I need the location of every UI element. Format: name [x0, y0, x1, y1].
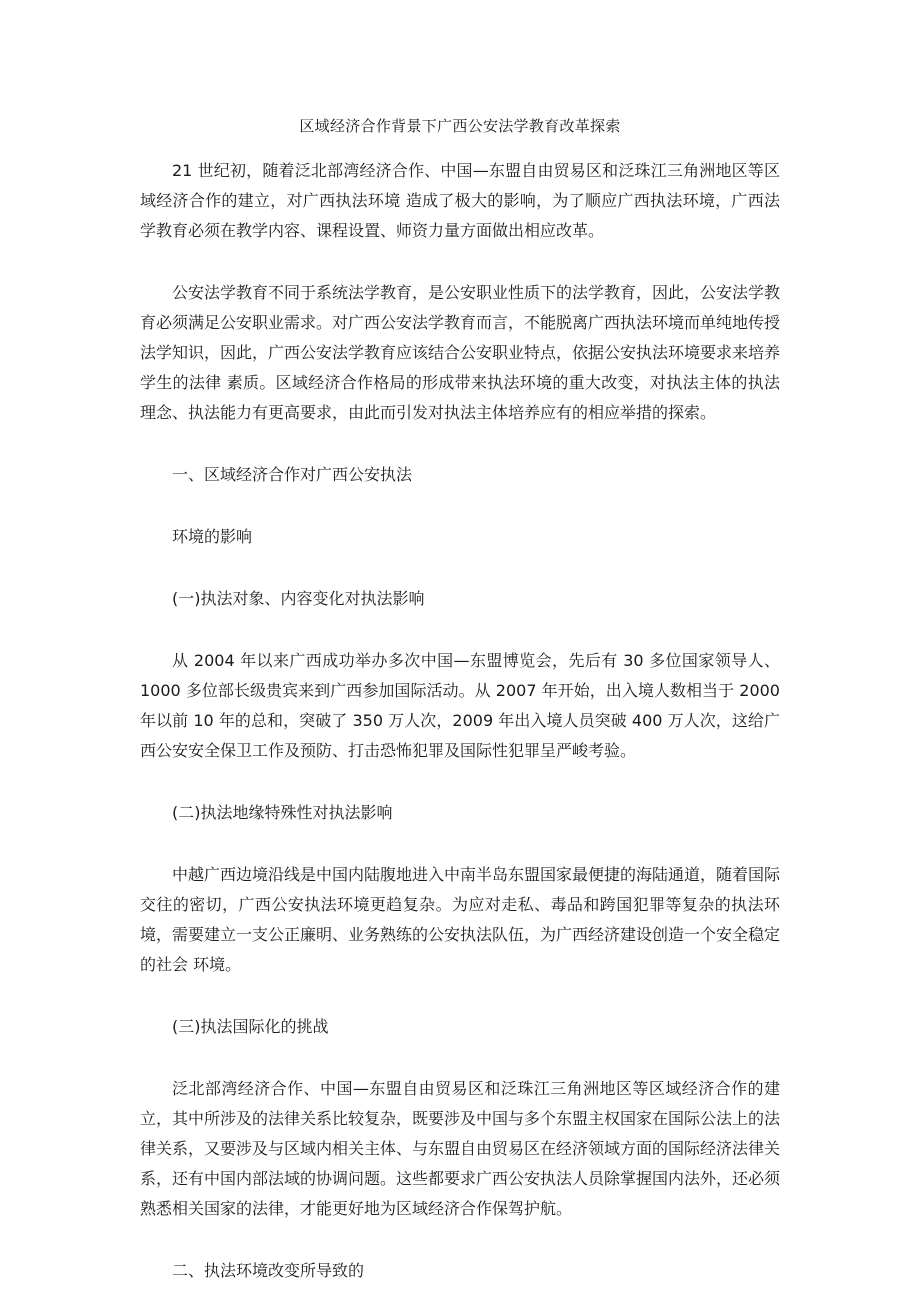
paragraph-internationalization: 泛北部湾经济合作、中国—东盟自由贸易区和泛珠江三角洲地区等区域经济合作的建立，其中所涉及的法律关系比较复杂，既要涉及中国与多个东盟主权国家在国际公法上的法律关系，又要涉及与区域内相关主体、与东盟自由贸易区在经济领域方面的国际经济法律关系，还有中国内部法域的协调问题。这些都要求广西公安执法人员除掌握国内法外，还必须熟悉相关国家的法律，才能更好地为区域经济合作保驾护航。: [140, 1079, 781, 1218]
paragraph-police-law-education: 公安法学教育不同于系统法学教育，是公安职业性质下的法学教育，因此，公安法学教育必须满足公安职业需求。对广西公安法学教育而言，不能脱离广西执法环境而单纯地传授法学知识，因此，广西公安法学教育应该结合公安职业特点，依据公安执法环境要求来培养学生的法律 素质。区域经济合作格局的形成带来执法环境的重大改变，对执法主体的执法理念、执法能力有更高要求，由此而引发对执法主体培养应有的相应举措的探索。: [140, 283, 781, 422]
paragraph-spacer: [140, 246, 780, 278]
paragraph-intro: 21 世纪初，随着泛北部湾经济合作、中国—东盟自由贸易区和泛珠江三角洲地区等区域经济合作的建立，对广西执法环境 造成了极大的影响，为了顺应广西执法环境，广西法学教育必须在教学内容、课程设置、师资力量方面做出相应改革。: [140, 161, 780, 240]
subsection-heading-3: (三)执法国际化的挑战: [172, 1017, 329, 1036]
paragraph-spacer: [140, 1224, 780, 1256]
paragraph-expo-statistics: 从 2004 年以来广西成功举办多次中国—东盟博览会，先后有 30 多位国家领导人、1000 多位部长级贵宾来到广西参加国际活动。从 2007 年开始，出入境人数相当于 2000 年以前 10 年的总和，突破了 350 万人次，2009 年出入境人员突破 400 万人次，这给广西公安安全保卫工作及预防、打击恐怖犯罪及国际性犯罪呈严峻考验。: [140, 651, 780, 760]
paragraph-border-region: 中越广西边境沿线是中国内陆腹地进入中南半岛东盟国家最便捷的海陆通道，随着国际交往的密切，广西公安执法环境更趋复杂。为应对走私、毒品和跨国犯罪等复杂的执法环境，需要建立一支公正廉明、业务熟练的公安执法队伍，为广西经济建设创造一个安全稳定的社会 环境。: [140, 865, 781, 974]
section-heading-2: 二、执法环境改变所导致的: [172, 1261, 365, 1280]
paragraph-spacer: [140, 828, 780, 860]
section-heading-1-continued: 环境的影响: [172, 527, 253, 546]
paragraph-spacer: [140, 490, 780, 522]
paragraph-spacer: [140, 766, 780, 798]
paragraph-spacer: [140, 428, 780, 460]
subsection-heading-2: (二)执法地缘特殊性对执法影响: [172, 803, 393, 822]
document-title: 区域经济合作背景下广西公安法学教育改革探索: [299, 117, 621, 135]
document-body: [140, 156, 780, 1286]
section-heading-1: 一、区域经济合作对广西公安执法: [172, 465, 413, 484]
subsection-heading-1: (一)执法对象、内容变化对执法影响: [172, 589, 425, 608]
paragraph-spacer: [140, 552, 780, 584]
paragraph-spacer: [140, 980, 780, 1012]
paragraph-spacer: [140, 1042, 780, 1074]
paragraph-spacer: [140, 614, 780, 646]
